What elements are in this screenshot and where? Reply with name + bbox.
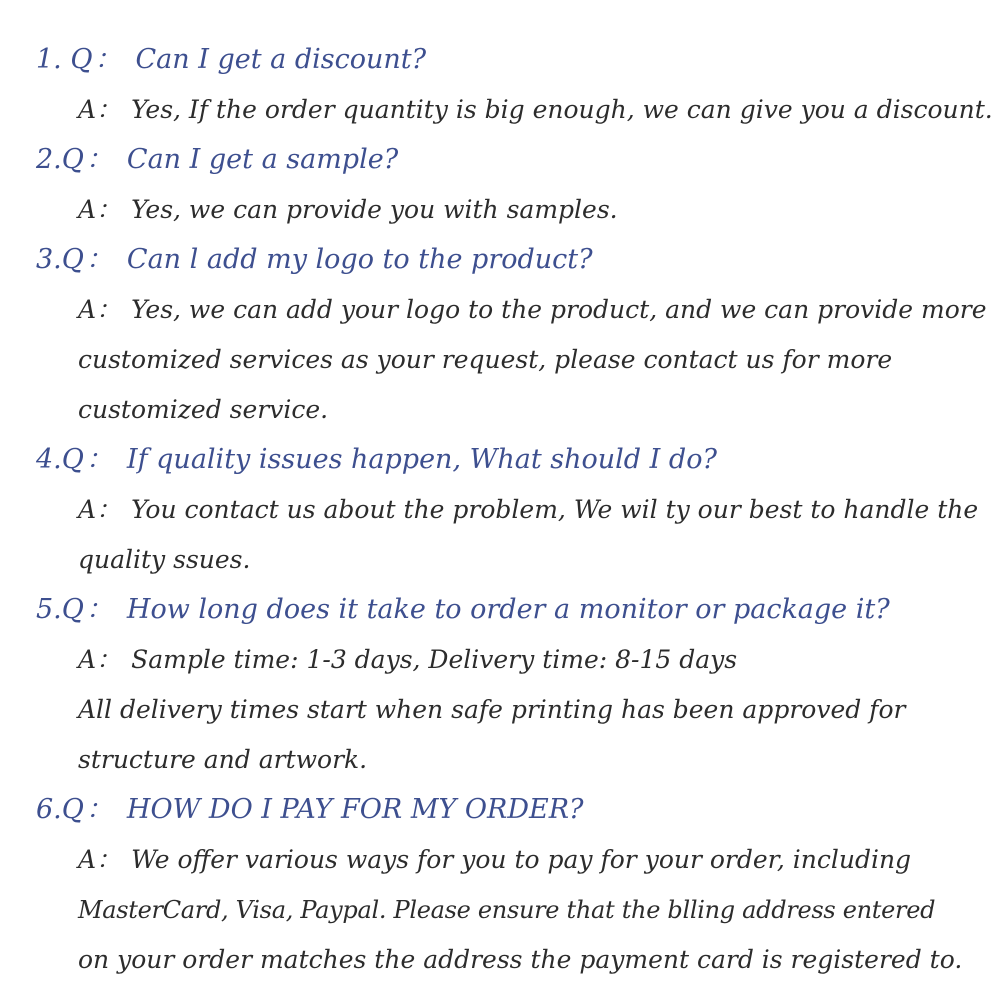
faq-answer-3-line-3 <box>78 390 328 430</box>
answer-text: Yes, we can provide you with samples. <box>131 195 618 224</box>
answer-prefix: A <box>78 845 97 874</box>
faq-question-4 <box>36 440 717 480</box>
faq-question-2 <box>36 140 398 180</box>
question-colon: ： <box>85 594 113 625</box>
answer-text: on your order matches the address the payment card is registered to. <box>78 945 963 974</box>
question-number: 4.Q <box>36 444 84 475</box>
question-colon: ： <box>85 244 113 275</box>
question-text: Can I get a sample? <box>126 144 399 175</box>
question-colon: ： <box>85 794 113 825</box>
answer-colon: ： <box>96 645 122 674</box>
answer-prefix: A <box>78 95 97 124</box>
question-number: 6.Q <box>36 794 84 825</box>
faq-answer-6-line-3 <box>78 940 962 980</box>
faq-answer-6-line-1 <box>78 840 911 880</box>
question-number: 3.Q <box>36 244 84 275</box>
question-text: How long does it take to order a monitor or package it? <box>126 594 890 625</box>
answer-text: All delivery times start when safe printing has been approved for <box>78 695 906 724</box>
faq-answer-2-line-1 <box>78 190 618 230</box>
answer-text: We offer various ways for you to pay for your order, including <box>131 845 912 874</box>
faq-question-6 <box>36 790 584 830</box>
answer-text: Yes, we can add your logo to the product, and we can provide more <box>131 295 987 324</box>
answer-colon: ： <box>96 295 122 324</box>
faq-answer-6-line-2 <box>78 890 935 930</box>
answer-colon: ： <box>96 95 122 124</box>
faq-answer-3-line-1 <box>78 290 987 330</box>
answer-text: structure and artwork. <box>78 745 368 774</box>
question-text: HOW DO I PAY FOR MY ORDER? <box>126 794 584 825</box>
answer-text: Sample time: 1-3 days, Delivery time: 8-15 days <box>131 645 738 674</box>
faq-answer-5-line-1 <box>78 640 737 680</box>
faq-answer-4-line-2 <box>78 540 250 580</box>
question-text: Can I get a discount? <box>135 44 427 75</box>
answer-colon: ： <box>96 845 122 874</box>
answer-colon: ： <box>96 495 122 524</box>
faq-question-5 <box>36 590 890 630</box>
faq-question-1 <box>36 40 426 80</box>
faq-answer-4-line-1 <box>78 490 978 530</box>
faq-answer-1-line-1 <box>78 90 993 130</box>
answer-text: customized services as your request, please contact us for more <box>78 345 893 374</box>
faq-answer-5-line-3 <box>78 740 367 780</box>
answer-colon: ： <box>96 195 122 224</box>
answer-text: You contact us about the problem, We wil ty our best to handle the <box>131 495 979 524</box>
answer-prefix: A <box>78 645 97 674</box>
question-colon: ： <box>85 444 113 475</box>
answer-prefix: A <box>78 195 97 224</box>
question-number: 5.Q <box>36 594 84 625</box>
answer-text: MasterCard, Visa, Paypal. Please ensure that the blling address entered <box>78 896 936 924</box>
faq-question-3 <box>36 240 593 280</box>
question-number: 1. Q <box>36 44 93 75</box>
answer-prefix: A <box>78 495 97 524</box>
question-colon: ： <box>94 44 122 75</box>
answer-text: customized service. <box>78 395 329 424</box>
answer-text: quality ssues. <box>78 545 251 574</box>
question-colon: ： <box>85 144 113 175</box>
faq-answer-3-line-2 <box>78 340 892 380</box>
answer-text: Yes, If the order quantity is big enough, we can give you a discount. <box>131 95 993 124</box>
question-number: 2.Q <box>36 144 84 175</box>
faq-answer-5-line-2 <box>78 690 905 730</box>
answer-prefix: A <box>78 295 97 324</box>
question-text: Can l add my logo to the product? <box>126 244 593 275</box>
question-text: If quality issues happen, What should I do? <box>126 444 717 475</box>
